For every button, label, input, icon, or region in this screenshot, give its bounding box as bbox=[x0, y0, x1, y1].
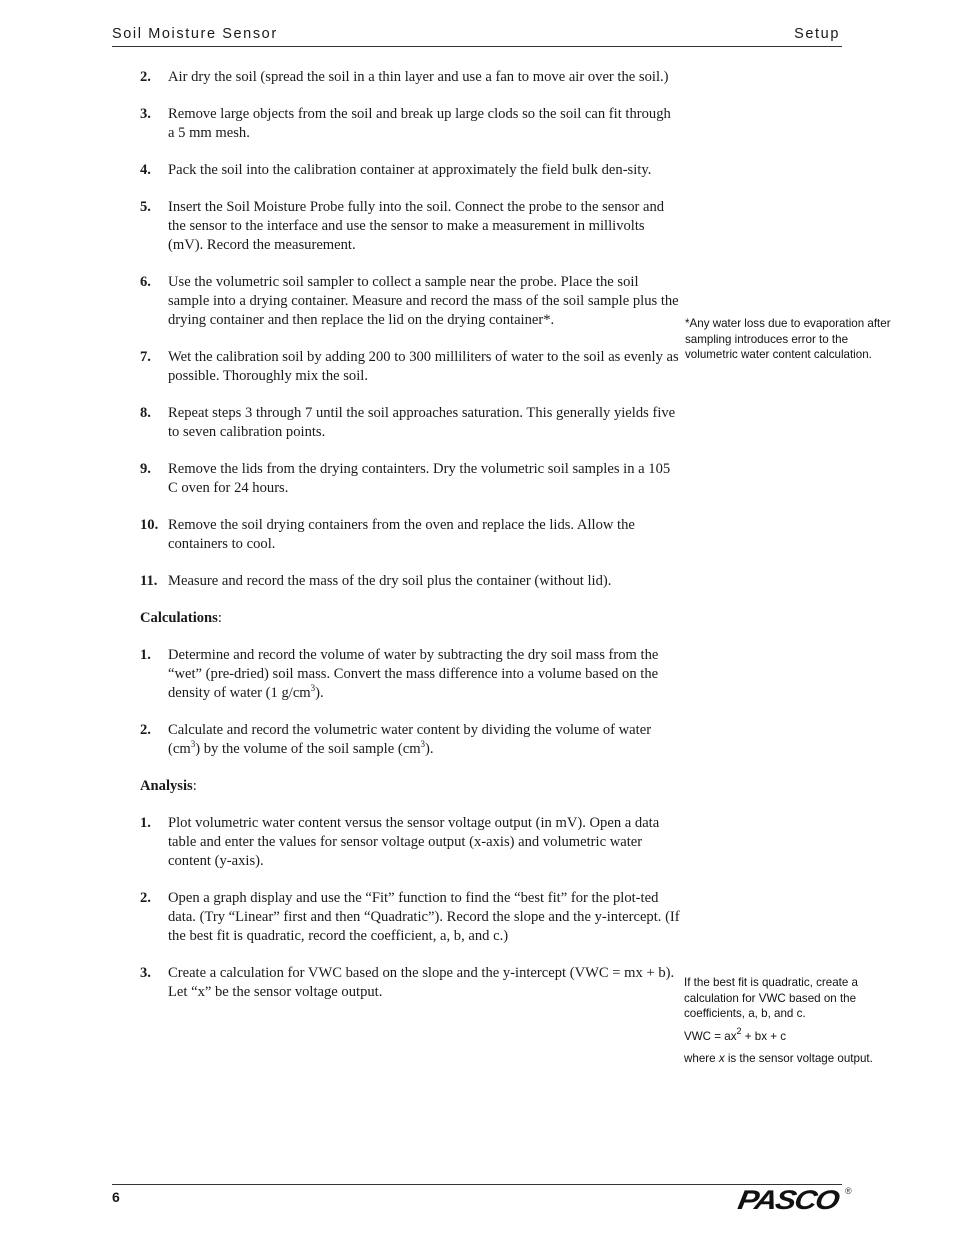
page-number: 6 bbox=[112, 1189, 120, 1205]
list-item: 3. Remove large objects from the soil and break up large clods so the soil can fit through a 5 mm mesh. bbox=[140, 106, 671, 141]
list-item: 2. Open a graph display and use the “Fit” function to find the “best fit” for the plot-ted data. (Try “Linear” first and then “Quadratic”). Record the slope and the y-intercept. (If the best fit is quadratic, record the coefficient, a, b, and c.) bbox=[140, 890, 680, 944]
page-header bbox=[112, 26, 842, 47]
list-item: 2. Air dry the soil (spread the soil in a thin layer and use a fan to move air over the soil.) bbox=[140, 69, 669, 85]
calculations-heading: Calculations: bbox=[140, 610, 222, 626]
list-item: 5. Insert the Soil Moisture Probe fully into the soil. Connect the probe to the sensor and the sensor to the interface and use the sensor to make a measurement in millivolts (mV). Record the measurement. bbox=[140, 199, 665, 253]
header-title: Soil Moisture Sensor bbox=[112, 26, 278, 42]
registered-mark: ® bbox=[845, 1186, 852, 1196]
vwc-formula: VWC = $ax^2$ + bx + c bbox=[684, 1025, 786, 1043]
side-note-evaporation: *Any water loss due to evaporation after sampling introduces error to the volumetric water content calculation. bbox=[685, 317, 891, 361]
footer-divider bbox=[112, 1184, 842, 1185]
list-item: 11. Measure and record the mass of the dry soil plus the container (without lid). bbox=[140, 573, 612, 589]
list-item: 4. Pack the soil into the calibration container at approximately the field bulk den-sity. bbox=[140, 162, 652, 178]
side-note-quadratic: If the best fit is quadratic, create a calculation for VWC based on the coefficients, a, b, and c. VWC = $ax^2$ + bx + c where x is the sensor voltage output. bbox=[684, 975, 899, 1074]
main-content bbox=[140, 68, 680, 1020]
list-item: 10. Remove the soil drying containers from the oven and replace the lids. Allow the containers to cool. bbox=[140, 517, 635, 552]
list-item: 8. Repeat steps 3 through 7 until the soil approaches saturation. This generally yields five to seven calibration points. bbox=[140, 405, 676, 440]
list-item: 1. Determine and record the volume of water by subtracting the dry soil mass from the “wet” (pre-dried) soil mass. Convert the mass difference into a volume based on the density of water (1 $g/cm^3$). bbox=[140, 647, 659, 701]
list-item: 1. Plot volumetric water content versus the sensor voltage output (in mV). Open a data table and enter the values for sensor voltage output (x-axis) and volumetric water content (y-axis). bbox=[140, 815, 660, 869]
list-item: 6. Use the volumetric soil sampler to collect a sample near the probe. Place the soil sample into a drying container. Measure and record the mass of the soil sample plus the drying container and then replace the lid on the drying container*. bbox=[140, 274, 679, 328]
analysis-heading: Analysis: bbox=[140, 778, 197, 794]
list-item: 2. Calculate and record the volumetric water content by dividing the volume of water $(cm^3)$ by the volume of the soil sample $(cm^3)$. bbox=[140, 722, 652, 757]
header-section: Setup bbox=[794, 26, 840, 42]
pasco-logo: PASCO bbox=[735, 1185, 841, 1215]
list-item: 3. Create a calculation for VWC based on the slope and the y-intercept (VWC = mx + b). Let “x” be the sensor voltage output. bbox=[140, 965, 675, 1000]
list-item: 9. Remove the lids from the drying containters. Dry the volumetric soil samples in a 105 C oven for 24 hours. bbox=[140, 461, 671, 496]
list-item: 7. Wet the calibration soil by adding 200 to 300 milliliters of water to the soil as evenly as possible. Thoroughly mix the soil. bbox=[140, 349, 679, 384]
